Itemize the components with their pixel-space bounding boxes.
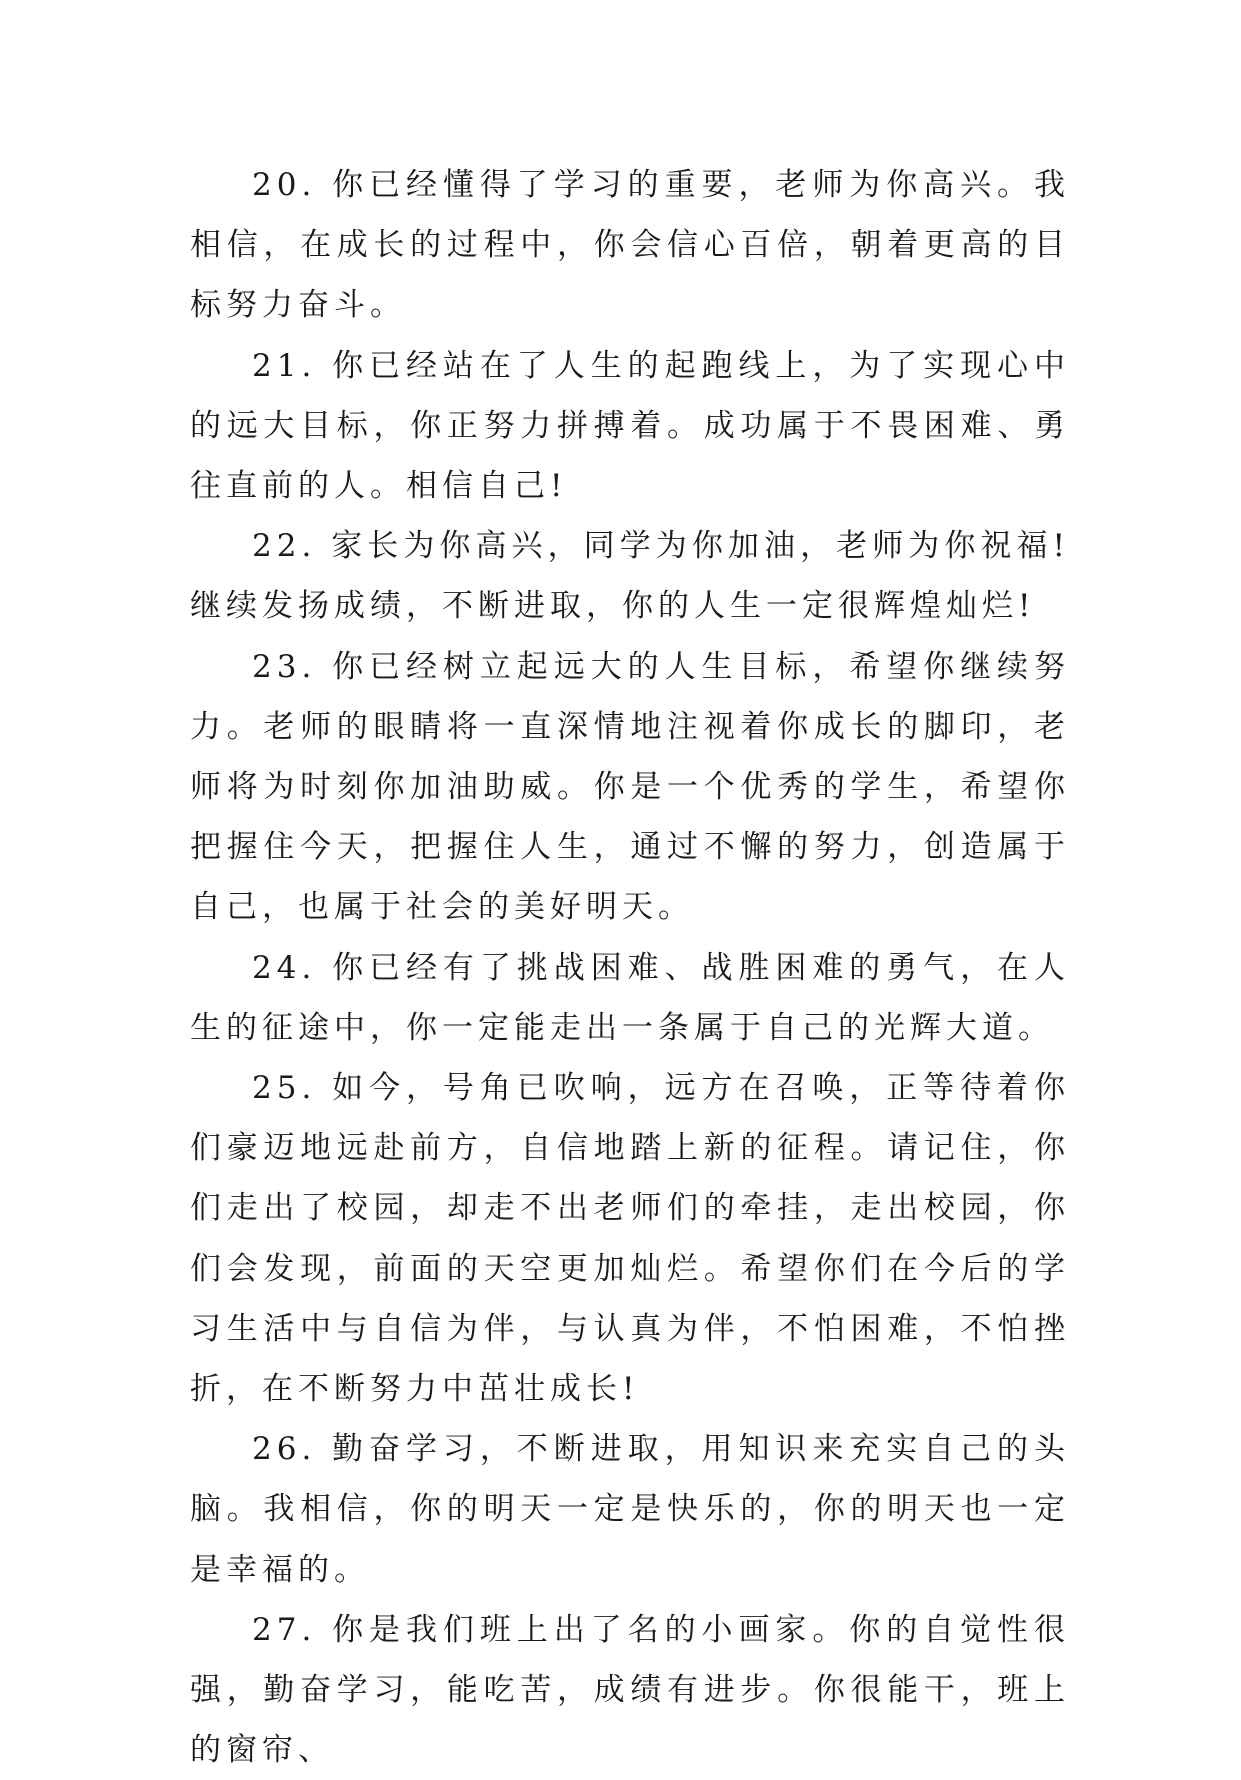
paragraph-24: 24. 你已经有了挑战困难、战胜困难的勇气，在人生的征途中，你一定能走出一条属于自己的光辉大道。 — [190, 949, 1070, 1046]
paragraph-21: 21. 你已经站在了人生的起跑线上，为了实现心中的远大目标，你正努力拼搏着。成功属于不畏困难、勇往直前的人。相信自己! — [190, 347, 1070, 505]
paragraph-27: 27. 你是我们班上出了名的小画家。你的自觉性很强，勤奋学习，能吃苦，成绩有进步。你很能干，班上的窗帘、 — [190, 1611, 1070, 1769]
paragraph-26: 26. 勤奋学习，不断进取，用知识来充实自己的头脑。我相信，你的明天一定是快乐的，你的明天也一定是幸福的。 — [190, 1431, 1070, 1588]
body-text — [190, 155, 1070, 1780]
paragraph-22: 22. 家长为你高兴，同学为你加油，老师为你祝福!继续发扬成绩，不断进取，你的人生一定很辉煌灿烂! — [190, 528, 1070, 625]
paragraph-25: 25. 如今，号角已吹响，远方在召唤，正等待着你们豪迈地远赴前方，自信地踏上新的征程。请记住，你们走出了校园，却走不出老师们的牵挂，走出校园，你们会发现，前面的天空更加灿烂。希望你们在今后的学习生活中与自信为伴，与认真为伴，不怕困难，不怕挫折，在不断努力中茁壮成长! — [190, 1070, 1070, 1408]
paragraph-20: 20. 你已经懂得了学习的重要，老师为你高兴。我相信，在成长的过程中，你会信心百倍，朝着更高的目标努力奋斗。 — [190, 167, 1070, 324]
paragraph-23: 23. 你已经树立起远大的人生目标，希望你继续努力。老师的眼睛将一直深情地注视着你成长的脚印，老师将为时刻你加油助威。你是一个优秀的学生，希望你把握住今天，把握住人生，通过不懈的努力，创造属于自己，也属于社会的美好明天。 — [190, 648, 1070, 926]
